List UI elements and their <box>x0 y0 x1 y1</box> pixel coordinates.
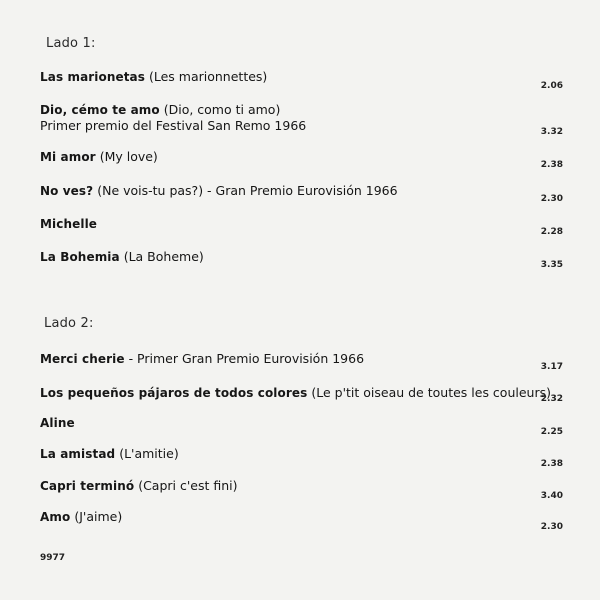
side-2-label: Lado 2: <box>44 316 94 331</box>
track-duration: 3.35 <box>540 260 563 270</box>
track-duration: 2.06 <box>540 81 563 91</box>
track-1-6 <box>40 249 204 265</box>
track-2-1 <box>40 351 364 367</box>
track-original: (Le p'tit oiseau de toutes les couleurs) <box>311 385 551 400</box>
track-original: (J'aime) <box>74 509 123 524</box>
track-1-5 <box>40 216 97 232</box>
catalog-number: 9977 <box>40 553 66 563</box>
track-2-2 <box>40 385 551 401</box>
track-title: Las marionetas <box>40 70 145 84</box>
track-title: No ves? <box>40 184 94 198</box>
track-original: (La Boheme) <box>123 249 204 264</box>
track-duration: 2.28 <box>540 227 563 237</box>
track-title: Dio, cémo te amo <box>40 103 160 117</box>
track-1-4 <box>40 183 398 199</box>
track-1-3 <box>40 149 158 165</box>
track-duration: 3.17 <box>540 362 563 372</box>
side-1-label: Lado 1: <box>46 36 96 51</box>
track-duration: 2.38 <box>540 160 563 170</box>
track-original: (Les marionnettes) <box>148 69 268 84</box>
track-original: (L'amitie) <box>119 446 179 461</box>
track-title: Merci cherie <box>40 352 125 366</box>
track-title: La Bohemia <box>40 250 120 264</box>
track-2-3 <box>40 415 75 431</box>
track-2-4 <box>40 446 179 462</box>
track-title: Los pequeños pájaros de todos colores <box>40 386 308 400</box>
track-title: Mi amor <box>40 150 96 164</box>
track-1-2 <box>40 102 306 134</box>
track-1-1 <box>40 69 267 85</box>
track-original: (Ne vois-tu pas?) - Gran Premio Eurovisión 1966 <box>97 183 398 198</box>
track-duration: 3.40 <box>540 491 563 501</box>
track-title: Michelle <box>40 217 98 231</box>
track-note: Primer premio del Festival San Remo 1966 <box>40 118 307 133</box>
track-duration: 2.25 <box>540 427 563 437</box>
track-duration: 2.32 <box>540 394 563 404</box>
track-original: (Capri c'est fini) <box>138 478 238 493</box>
track-title: Amo <box>40 510 71 524</box>
track-duration: 2.38 <box>540 459 563 469</box>
track-original: (My love) <box>99 149 158 164</box>
track-title: Aline <box>40 416 75 430</box>
track-2-6 <box>40 509 122 525</box>
track-original: (Dio, como ti amo) <box>163 102 281 117</box>
track-2-5 <box>40 478 238 494</box>
track-title: La amistad <box>40 447 116 461</box>
track-duration: 3.32 <box>540 127 563 137</box>
track-duration: 2.30 <box>540 522 563 532</box>
track-duration: 2.30 <box>540 194 563 204</box>
track-title: Capri terminó <box>40 479 135 493</box>
track-original: - Primer Gran Premio Eurovisión 1966 <box>128 351 365 366</box>
